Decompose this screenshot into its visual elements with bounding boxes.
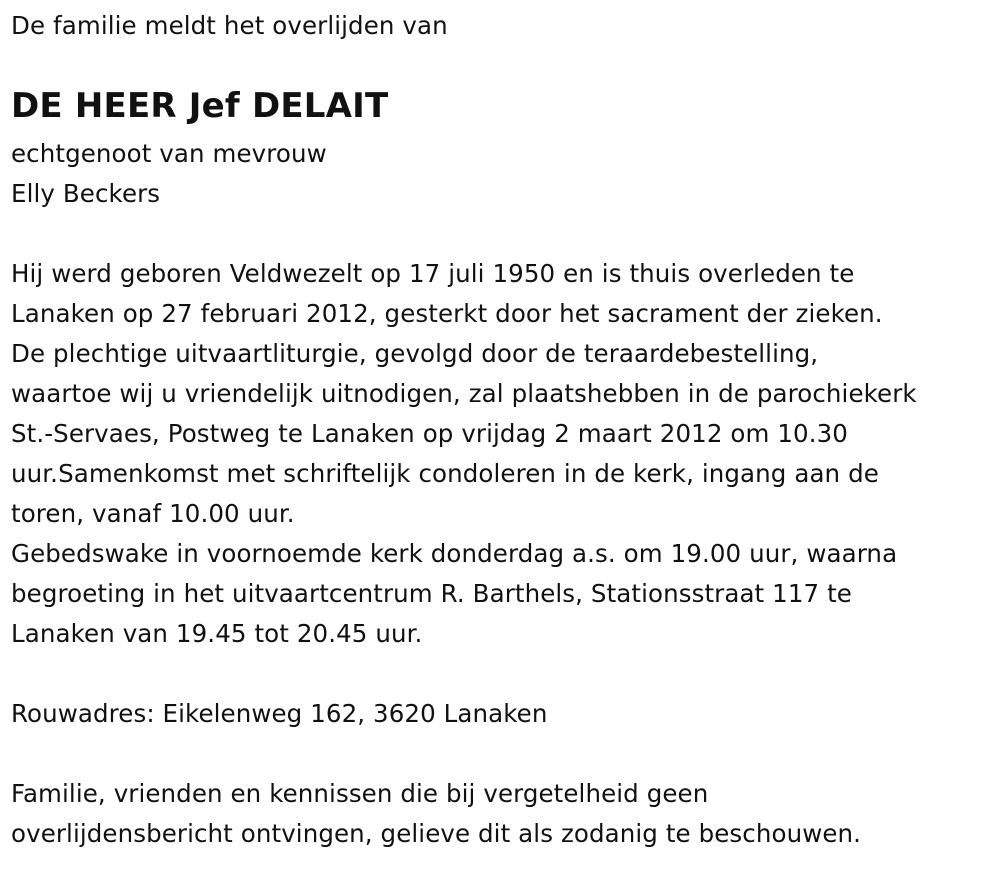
funeral-details — [11, 254, 917, 654]
intro-text: De familie meldt het overlijden van — [11, 11, 448, 40]
closing-line: Familie, vrienden en kennissen die bij vergetelheid geen — [11, 779, 709, 808]
closing-note — [11, 774, 861, 854]
spouse-info — [11, 134, 327, 214]
body-line: St.-Servaes, Postweg te Lanaken op vrijdag 2 maart 2012 om 10.30 — [11, 419, 848, 448]
body-line: Lanaken op 27 februari 2012, gesterkt door het sacrament der zieken. — [11, 299, 883, 328]
closing-line: overlijdensbericht ontvingen, gelieve dit als zodanig te beschouwen. — [11, 819, 862, 848]
body-line: uur.Samenkomst met schriftelijk condoleren in de kerk, ingang aan de — [11, 459, 879, 488]
deceased-name: DE HEER Jef DELAIT — [11, 86, 389, 126]
body-line: toren, vanaf 10.00 uur. — [11, 499, 295, 528]
body-line: Gebedswake in voornoemde kerk donderdag a.s. om 19.00 uur, waarna — [11, 539, 898, 568]
body-line: Hij werd geboren Veldwezelt op 17 juli 1950 en is thuis overleden te — [11, 259, 855, 288]
body-line: waartoe wij u vriendelijk uitnodigen, zal plaatshebben in de parochiekerk — [11, 379, 917, 408]
spouse-line: echtgenoot van mevrouw — [11, 139, 327, 168]
address-line: Rouwadres: Eikelenweg 162, 3620 Lanaken — [11, 699, 548, 728]
mourning-address — [11, 694, 548, 734]
spouse-name: Elly Beckers — [11, 179, 161, 208]
body-line: De plechtige uitvaartliturgie, gevolgd door de teraardebestelling, — [11, 339, 819, 368]
body-line: Lanaken van 19.45 tot 20.45 uur. — [11, 619, 423, 648]
body-line: begroeting in het uitvaartcentrum R. Barthels, Stationsstraat 117 te — [11, 579, 852, 608]
